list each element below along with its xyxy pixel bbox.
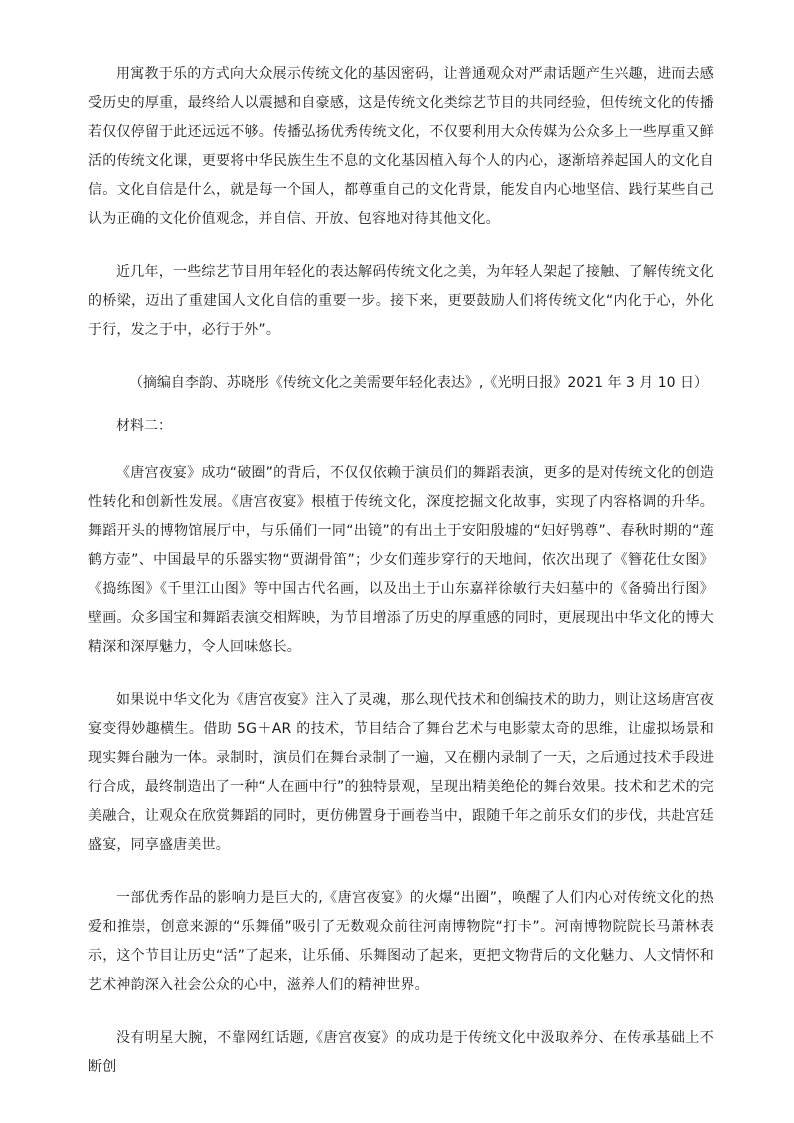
source-citation: （摘编自李韵、苏晓彤《传统文化之美需要年轻化表达》,《光明日报》2021 年 3 月 10 日） — [128, 375, 708, 391]
body-paragraph: 《唐宫夜宴》成功“破圈”的背后，不仅仅依赖于演员们的舞蹈表演，更多的是对传统文化的创造性转化和创新性发展。《唐宫夜宴》根植于传统文化，深度挖掘文化故事，实现了内容格调的升华。舞蹈开头的博物馆展厅中，与乐俑们一同“出镜”的有出土于安阳殷墟的“妇好鸮尊”、春秋时期的“莲鹤方壶”、中国最早的乐器实物“贾湖骨笛”；少女们莲步穿行的天地间，依次出现了《簪花仕女图》《捣练图》《千里江山图》等中国古代名画，以及出土于山东嘉祥徐敏行夫妇墓中的《备骑出行图》壁画。众多国宝和舞蹈表演交相辉映，为节目增添了历史的厚重感的同时，更展现出中华文化的博大精深和深厚魅力，令人回味悠长。 — [88, 465, 714, 655]
body-paragraph: 一部优秀作品的影响力是巨大的,《唐宫夜宴》的火爆“出圈”，唤醒了人们内心对传统文化的热爱和推崇，创意来源的“乐舞俑”吸引了无数观众前往河南博物院“打卡”。河南博物院院长马萧林表示，这个节目让历史“活”了起来，让乐俑、乐舞图动了起来，更把文物背后的文化魅力、人文情怀和艺术神韵深入社会公众的心中，滋养人们的精神世界。 — [88, 890, 714, 993]
body-paragraph: 如果说中华文化为《唐宫夜宴》注入了灵魂，那么现代技术和创编技术的助力，则让这场唐宫夜宴变得妙趣横生。借助 5G＋AR 的技术，节目结合了舞台艺术与电影蒙太奇的思维，让虚拟场景和现实舞台融为一体。录制时，演员们在舞台录制了一遍，又在棚内录制了一天，之后通过技术手段进行合成，最终制造出了一种“人在画中行”的独特景观，呈现出精美绝伦的舞台效果。技术和艺术的完美融合，让观众在欣赏舞蹈的同时，更仿佛置身于画卷当中，跟随千年之前乐女们的步伐，共赴宫廷盛宴，同享盛唐美世。 — [88, 692, 714, 853]
body-paragraph: 没有明星大腕，不靠网红话题,《唐宫夜宴》的成功是于传统文化中汲取养分、在传承基础上不断创 — [88, 1030, 714, 1075]
body-paragraph: 近几年，一些综艺节目用年轻化的表达解码传统文化之美，为年轻人架起了接触、了解传统文化的桥梁，迈出了重建国人文化自信的重要一步。接下来，更要鼓励人们将传统文化“内化于心，外化于行，发之于中，必行于外”。 — [88, 264, 714, 338]
body-paragraph: 用寓教于乐的方式向大众展示传统文化的基因密码，让普通观众对严肃话题产生兴趣，进而去感受历史的厚重，最终给人以震撼和自豪感，这是传统文化类综艺节目的共同经验，但传统文化的传播若仅仅停留于此还远远不够。传播弘扬优秀传统文化，不仅要利用大众传媒为公众多上一些厚重又鲜活的传统文化课，更要将中华民族生生不息的文化基因植入每个人的内心，逐渐培养起国人的文化自信。文化自信是什么，就是每一个国人，都尊重自己的文化背景，能发自内心地坚信、践行某些自己认为正确的文化价值观念，并自信、开放、包容地对待其他文化。 — [88, 66, 714, 227]
material-heading: 材料二： — [116, 418, 172, 434]
